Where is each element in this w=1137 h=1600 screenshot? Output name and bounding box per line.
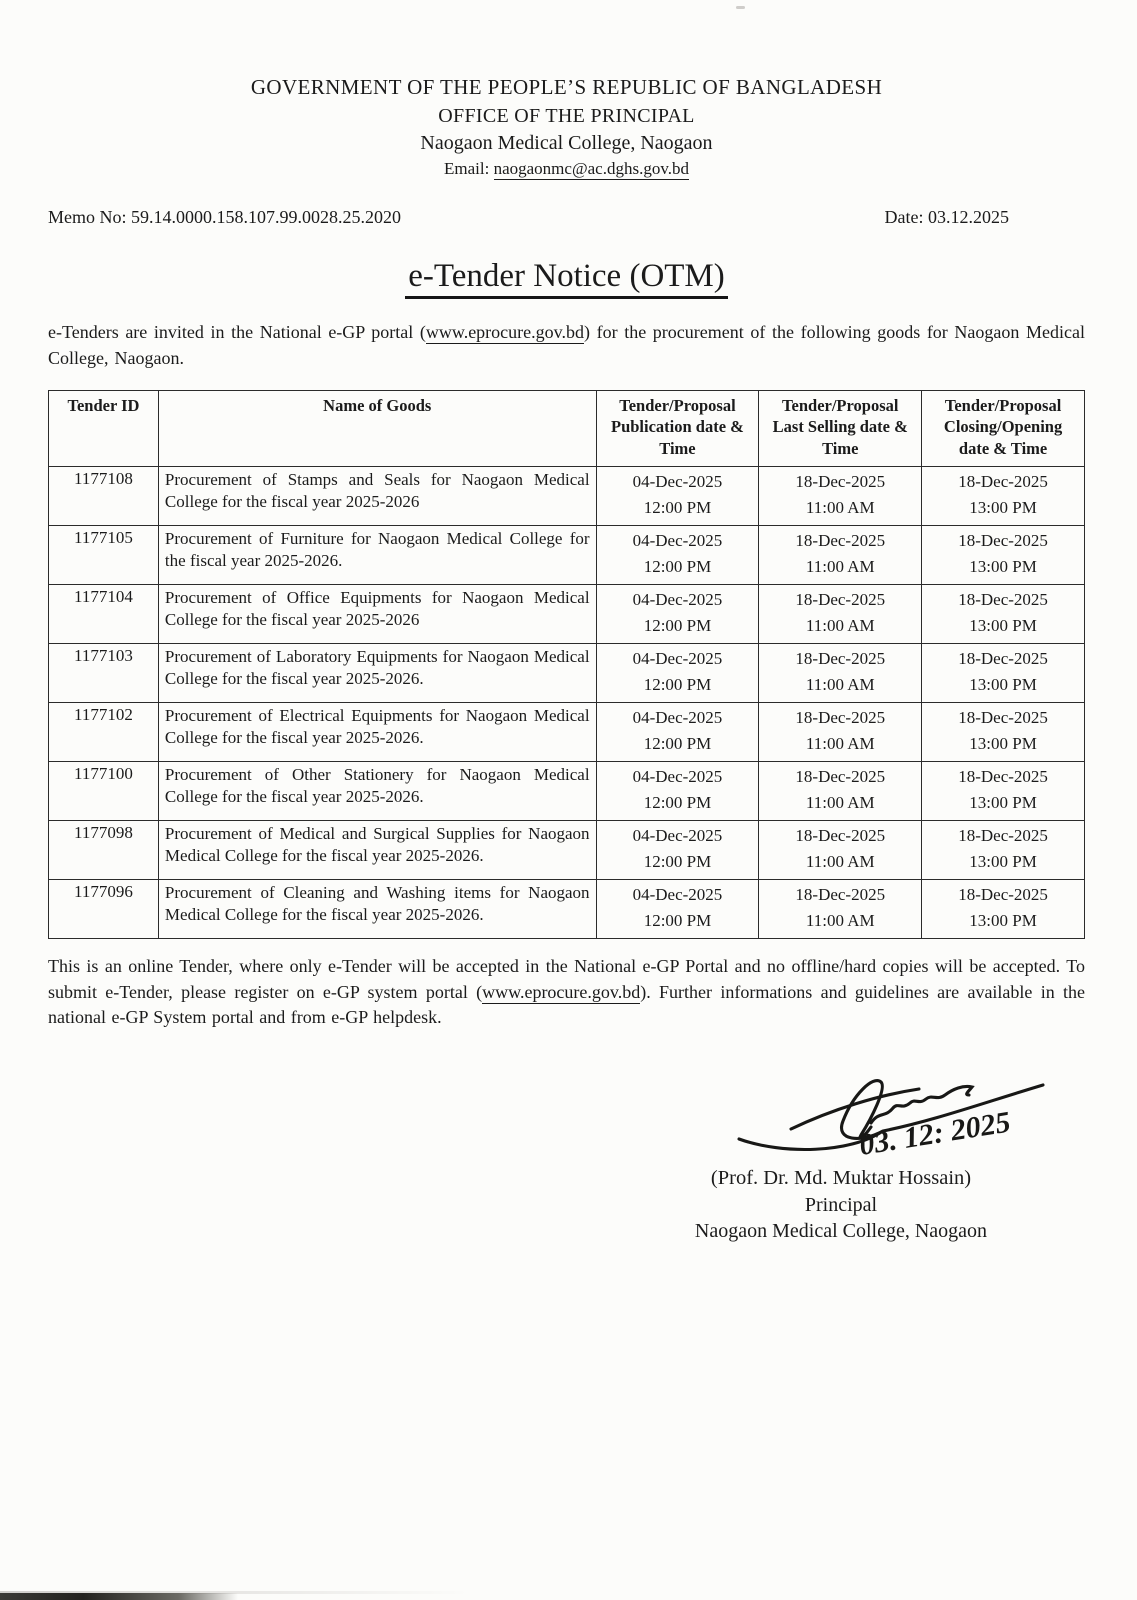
closing-opening-date-cell: 18-Dec-2025 13:00 PM <box>922 526 1085 585</box>
signatory-name: (Prof. Dr. Md. Muktar Hossain) <box>710 1167 972 1190</box>
closing-paragraph <box>48 954 1085 1031</box>
tender-table-body <box>49 467 1085 939</box>
table-row <box>49 880 1085 939</box>
publication-date-cell: 04-Dec-2025 12:00 PM <box>596 644 759 703</box>
last-selling-date-cell: 18-Dec-2025 11:00 AM <box>759 526 922 585</box>
tender-id-cell: 1177100 <box>49 762 159 821</box>
tender-id-cell: 1177108 <box>49 467 159 526</box>
col-header-tender-id: Tender ID <box>49 390 159 466</box>
memo-date: Date: 03.12.2025 <box>884 207 1009 228</box>
col-header-name-of-goods: Name of Goods <box>158 390 596 466</box>
table-row <box>49 762 1085 821</box>
tender-id-cell: 1177105 <box>49 526 159 585</box>
tender-id-cell: 1177098 <box>49 821 159 880</box>
eprocure-url: www.eprocure.gov.bd <box>482 981 641 1002</box>
publication-date-cell: 04-Dec-2025 12:00 PM <box>596 880 759 939</box>
table-row <box>49 644 1085 703</box>
office-line: OFFICE OF THE PRINCIPAL <box>438 105 695 128</box>
last-selling-date-cell: 18-Dec-2025 11:00 AM <box>759 585 922 644</box>
letterhead <box>48 74 1085 179</box>
publication-date-cell: 04-Dec-2025 12:00 PM <box>596 762 759 821</box>
scan-speck <box>736 6 745 9</box>
col-header-last-selling-date: Tender/Proposal Last Selling date & Time <box>759 390 922 466</box>
closing-text-pre: This is an online Tender, where only e-Tender will be accepted in the National e-GP Portal and no offline/hard copies will be accepted. To submit e-Tender, please register on e-GP system portal ( <box>48 956 1085 1002</box>
goods-name-cell: Procurement of Laboratory Equipments for Naogaon Medical College for the fiscal year 2025-2026. <box>158 644 596 703</box>
last-selling-date-cell: 18-Dec-2025 11:00 AM <box>759 821 922 880</box>
goods-name-cell: Procurement of Cleaning and Washing items for Naogaon Medical College for the fiscal year 2025-2026. <box>158 880 596 939</box>
publication-date-cell: 04-Dec-2025 12:00 PM <box>596 467 759 526</box>
last-selling-date-cell: 18-Dec-2025 11:00 AM <box>759 880 922 939</box>
signatory-organization: Naogaon Medical College, Naogaon <box>694 1219 988 1242</box>
closing-opening-date-cell: 18-Dec-2025 13:00 PM <box>922 644 1085 703</box>
publication-date-cell: 04-Dec-2025 12:00 PM <box>596 526 759 585</box>
table-row <box>49 467 1085 526</box>
signature-block <box>625 1065 1057 1244</box>
email-address: naogaonmc@ac.dghs.gov.bd <box>493 159 689 179</box>
goods-name-cell: Procurement of Stamps and Seals for Naogaon Medical College for the fiscal year 2025-2026 <box>158 467 596 526</box>
intro-text-pre: e-Tenders are invited in the National e-GP portal ( <box>48 322 426 343</box>
col-header-closing-opening-date: Tender/Proposal Closing/Opening date & Time <box>922 390 1085 466</box>
table-row <box>49 703 1085 762</box>
tender-table-head <box>49 390 1085 466</box>
signatory-title: Principal <box>804 1193 878 1216</box>
closing-opening-date-cell: 18-Dec-2025 13:00 PM <box>922 821 1085 880</box>
table-row <box>49 585 1085 644</box>
goods-name-cell: Procurement of Furniture for Naogaon Medical College for the fiscal year 2025-2026. <box>158 526 596 585</box>
handwritten-date: 03. 12: 2025 <box>856 1105 1013 1163</box>
closing-opening-date-cell: 18-Dec-2025 13:00 PM <box>922 703 1085 762</box>
handwritten-signature <box>625 1065 1051 1165</box>
closing-opening-date-cell: 18-Dec-2025 13:00 PM <box>922 762 1085 821</box>
last-selling-date-cell: 18-Dec-2025 11:00 AM <box>759 703 922 762</box>
closing-opening-date-cell: 18-Dec-2025 13:00 PM <box>922 880 1085 939</box>
col-header-publication-date: Tender/Proposal Publication date & Time <box>596 390 759 466</box>
closing-text-post: ). Further informations and guidelines are available in the national e-GP System portal and from e-GP helpdesk. <box>48 981 1086 1028</box>
last-selling-date-cell: 18-Dec-2025 11:00 AM <box>759 644 922 703</box>
closing-opening-date-cell: 18-Dec-2025 13:00 PM <box>922 585 1085 644</box>
goods-name-cell: Procurement of Office Equipments for Naogaon Medical College for the fiscal year 2025-2026 <box>158 585 596 644</box>
signature-ink-icon <box>733 1065 1051 1165</box>
header-row <box>49 390 1085 466</box>
email-label: Email: <box>444 159 494 179</box>
goods-name-cell: Procurement of Other Stationery for Naogaon Medical College for the fiscal year 2025-2026. <box>158 762 596 821</box>
intro-text-post: ) for the procurement of the following goods for Naogaon Medical College, Naogaon. <box>48 322 1085 368</box>
publication-date-cell: 04-Dec-2025 12:00 PM <box>596 703 759 762</box>
college-line: Naogaon Medical College, Naogaon <box>420 132 713 155</box>
email-line <box>48 159 1085 179</box>
publication-date-cell: 04-Dec-2025 12:00 PM <box>596 585 759 644</box>
table-row <box>49 526 1085 585</box>
tender-id-cell: 1177102 <box>49 703 159 762</box>
last-selling-date-cell: 18-Dec-2025 11:00 AM <box>759 467 922 526</box>
memo-number: Memo No: 59.14.0000.158.107.99.0028.25.2020 <box>48 207 401 228</box>
goods-name-cell: Procurement of Medical and Surgical Supplies for Naogaon Medical College for the fiscal year 2025-2026. <box>158 821 596 880</box>
publication-date-cell: 04-Dec-2025 12:00 PM <box>596 821 759 880</box>
closing-opening-date-cell: 18-Dec-2025 13:00 PM <box>922 467 1085 526</box>
tender-id-cell: 1177096 <box>49 880 159 939</box>
goods-name-cell: Procurement of Electrical Equipments for Naogaon Medical College for the fiscal year 2025-2026. <box>158 703 596 762</box>
intro-paragraph <box>48 320 1085 371</box>
last-selling-date-cell: 18-Dec-2025 11:00 AM <box>759 762 922 821</box>
eprocure-url: www.eprocure.gov.bd <box>425 322 584 343</box>
memo-row <box>48 207 1085 228</box>
tender-id-cell: 1177103 <box>49 644 159 703</box>
tender-id-cell: 1177104 <box>49 585 159 644</box>
table-row <box>49 821 1085 880</box>
government-line: GOVERNMENT OF THE PEOPLE’S REPUBLIC OF BANGLADESH <box>250 75 883 99</box>
tender-table <box>48 390 1085 939</box>
scan-edge-artifact <box>0 1593 238 1600</box>
notice-title: e-Tender Notice (OTM) <box>48 258 1085 295</box>
